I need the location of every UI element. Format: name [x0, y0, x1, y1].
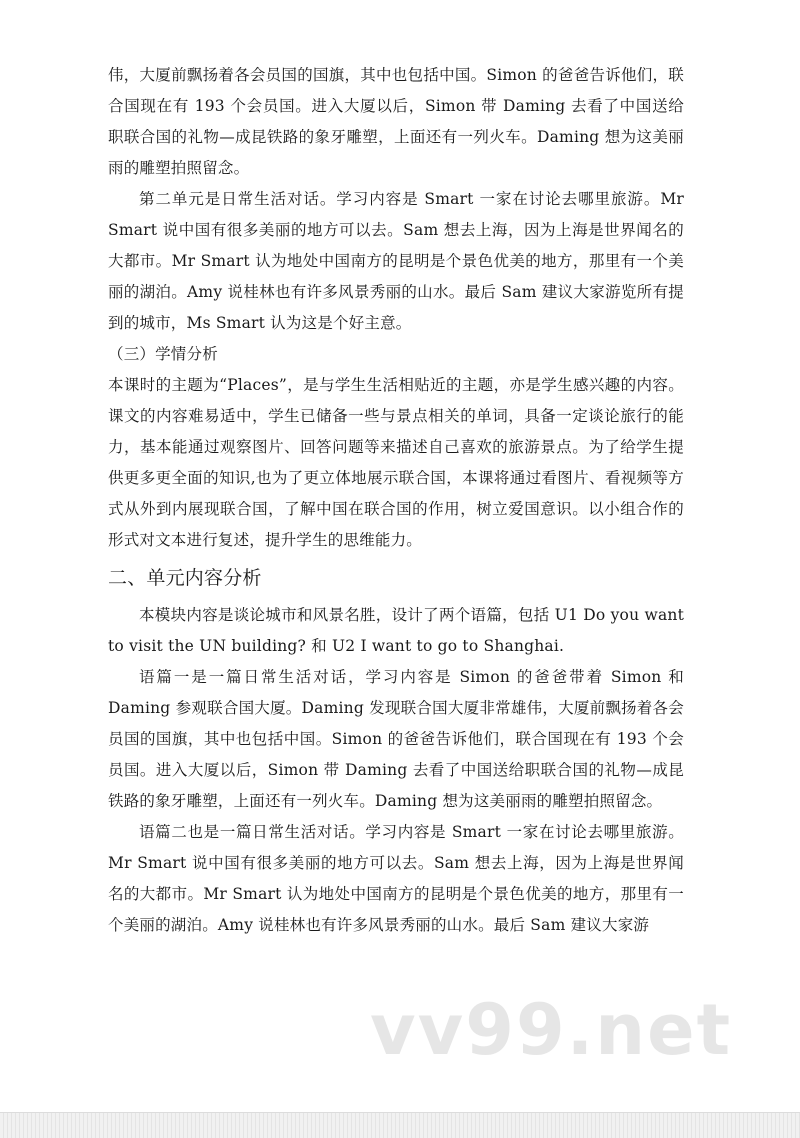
section-heading-unit-content: 二、单元内容分析	[108, 567, 262, 589]
subheading-learner-analysis: （三）学情分析	[108, 345, 218, 363]
paragraph-module-overview: 本模块内容是谈论城市和风景名胜，设计了两个语篇，包括 U1 Do you want to visit the UN building? 和 U2 I want to go to Shanghai.	[108, 606, 684, 655]
page-bottom-strip	[0, 1112, 800, 1138]
paragraph-unit1-continued: 伟，大厦前飘扬着各会员国的国旗，其中也包括中国。Simon 的爸爸告诉他们，联合国现在有 193 个会员国。进入大厦以后，Simon 带 Daming 去看了中国送给职联合国的礼物—成昆铁路的象牙雕塑，上面还有一列火车。Daming 想为这美丽雨的雕塑拍照留念。	[108, 66, 684, 177]
paragraph-text-one: 语篇一是一篇日常生活对话，学习内容是 Simon 的爸爸带着 Simon 和 Daming 参观联合国大厦。Daming 发现联合国大厦非常雄伟，大厦前飘扬着各会员国的国旗，其中也包括中国。Simon 的爸爸告诉他们，联合国现在有 193 个会员国。进入大厦以后，Simon 带 Daming 去看了中国送给职联合国的礼物—成昆铁路的象牙雕塑，上面还有一列火车。Daming 想为这美丽雨的雕塑拍照留念。	[108, 668, 684, 810]
document-body	[108, 60, 684, 941]
paragraph-unit2: 第二单元是日常生活对话。学习内容是 Smart 一家在讨论去哪里旅游。Mr Smart 说中国有很多美丽的地方可以去。Sam 想去上海，因为上海是世界闻名的大都市。Mr Smart 认为地处中国南方的昆明是个景色优美的地方，那里有一个美丽的湖泊。Amy 说桂林也有许多风景秀丽的山水。最后 Sam 建议大家游览所有提到的城市，Ms Smart 认为这是个好主意。	[108, 190, 684, 332]
paragraph-text-two: 语篇二也是一篇日常生活对话。学习内容是 Smart 一家在讨论去哪里旅游。Mr Smart 说中国有很多美丽的地方可以去。Sam 想去上海，因为上海是世界闻名的大都市。Mr Smart 认为地处中国南方的昆明是个景色优美的地方，那里有一个美丽的湖泊。Amy 说桂林也有许多风景秀丽的山水。最后 Sam 建议大家游	[108, 823, 684, 934]
watermark-logo: vv99.net	[370, 989, 733, 1071]
paragraph-learner-analysis: 本课时的主题为“Places”，是与学生生活相贴近的主题，亦是学生感兴趣的内容。课文的内容难易适中，学生已储备一些与景点相关的单词，具备一定谈论旅行的能力，基本能通过观察图片、回答问题等来描述自己喜欢的旅游景点。为了给学生提供更多更全面的知识,也为了更立体地展示联合国，本课将通过看图片、看视频等方式从外到内展现联合国，了解中国在联合国的作用，树立爱国意识。以小组合作的形式对文本进行复述，提升学生的思维能力。	[108, 376, 684, 549]
